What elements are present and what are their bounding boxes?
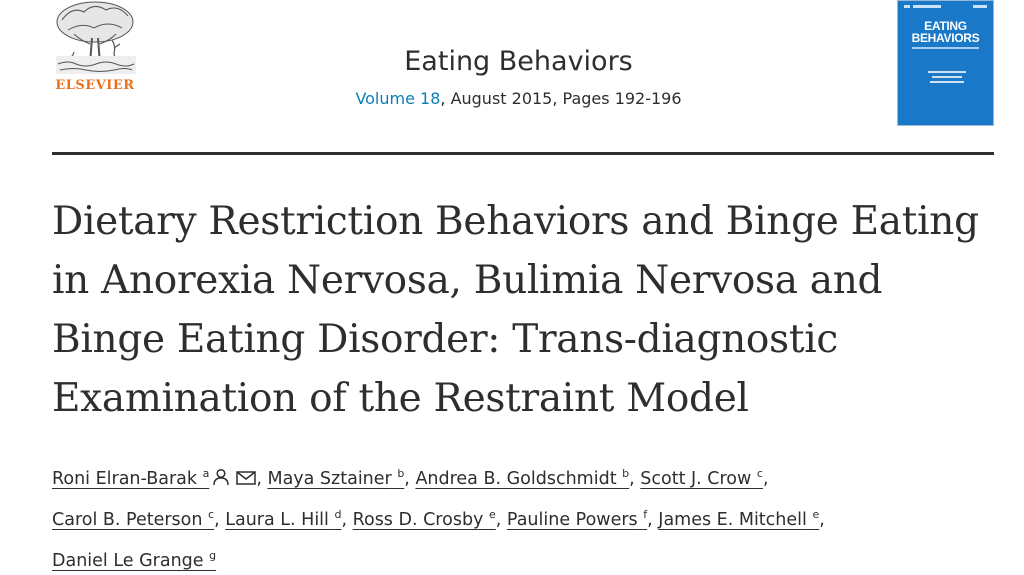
affiliation-marker: c <box>208 508 215 521</box>
author-name: Laura L. Hill <box>225 510 329 530</box>
article-title: Dietary Restriction Behaviors and Binge Eating in Anorexia Nervosa, Bulimia Nervosa and Binge Eating Disorder: Trans-diagnostic Examination of the Restraint Model <box>52 199 979 421</box>
cover-text-mark <box>928 71 966 73</box>
author-link[interactable] <box>52 469 209 489</box>
cover-title-line2: BEHAVIORS <box>911 31 980 45</box>
issue-details: , August 2015, Pages 192-196 <box>440 89 682 108</box>
journal-title[interactable]: Eating Behaviors <box>404 46 633 77</box>
header-divider <box>52 152 994 155</box>
publisher-name[interactable]: ELSEVIER <box>55 78 135 93</box>
author-link[interactable] <box>267 469 404 489</box>
author-name: Ross D. Crosby <box>352 510 484 530</box>
author-link[interactable] <box>353 510 496 530</box>
journal-cover[interactable] <box>897 0 994 126</box>
author-link[interactable] <box>52 551 216 571</box>
envelope-icon[interactable] <box>236 470 256 486</box>
author-link[interactable] <box>52 510 214 530</box>
volume-link[interactable]: Volume 18 <box>355 89 441 108</box>
journal-meta <box>200 88 837 110</box>
author-name: Andrea B. Goldschmidt <box>415 469 617 489</box>
cover-text-mark <box>930 81 964 83</box>
cover-title-line1: EATING <box>924 19 967 33</box>
affiliation-marker: d <box>334 508 342 521</box>
author-link[interactable] <box>225 510 341 530</box>
person-icon[interactable] <box>212 468 230 486</box>
affiliation-marker: f <box>643 508 648 521</box>
affiliation-marker: a <box>202 467 210 480</box>
affiliation-marker: b <box>622 467 630 480</box>
author-list: Roni Elran-Barak $^a$ , Maya Sztainer $^b$, Andrea B. Goldschmidt $^b$, Scott J. Crow $^c$, Carol B. Peterson $^c$, Laura L. Hill $^d$, Ross D. Crosby $^e$, Pauline Powers $^f$, James E. Mitchell $^e$, Daniel Le Grange $^g$ <box>52 467 825 571</box>
affiliation-marker: g <box>209 549 217 562</box>
cover-text-mark <box>932 76 962 78</box>
author-link[interactable] <box>415 469 629 489</box>
author-name: Daniel Le Grange <box>52 551 204 571</box>
author-name: Scott J. Crow <box>640 469 752 489</box>
journal-header <box>200 44 837 110</box>
author-name: Maya Sztainer <box>267 469 392 489</box>
author-name: Roni Elran-Barak <box>52 469 197 489</box>
author-link[interactable] <box>507 510 647 530</box>
author-link[interactable] <box>658 510 819 530</box>
author-link[interactable] <box>640 469 763 489</box>
affiliation-marker: e <box>489 508 496 521</box>
affiliation-marker: b <box>397 467 405 480</box>
author-name: Carol B. Peterson <box>52 510 203 530</box>
cover-header-marks <box>904 5 987 15</box>
cover-subtitle-mark <box>912 47 979 49</box>
affiliation-marker: e <box>812 508 820 521</box>
cover-title <box>898 20 993 44</box>
affiliation-marker: c <box>756 467 763 480</box>
author-name: Pauline Powers <box>506 510 638 530</box>
author-name: James E. Mitchell <box>658 510 807 530</box>
